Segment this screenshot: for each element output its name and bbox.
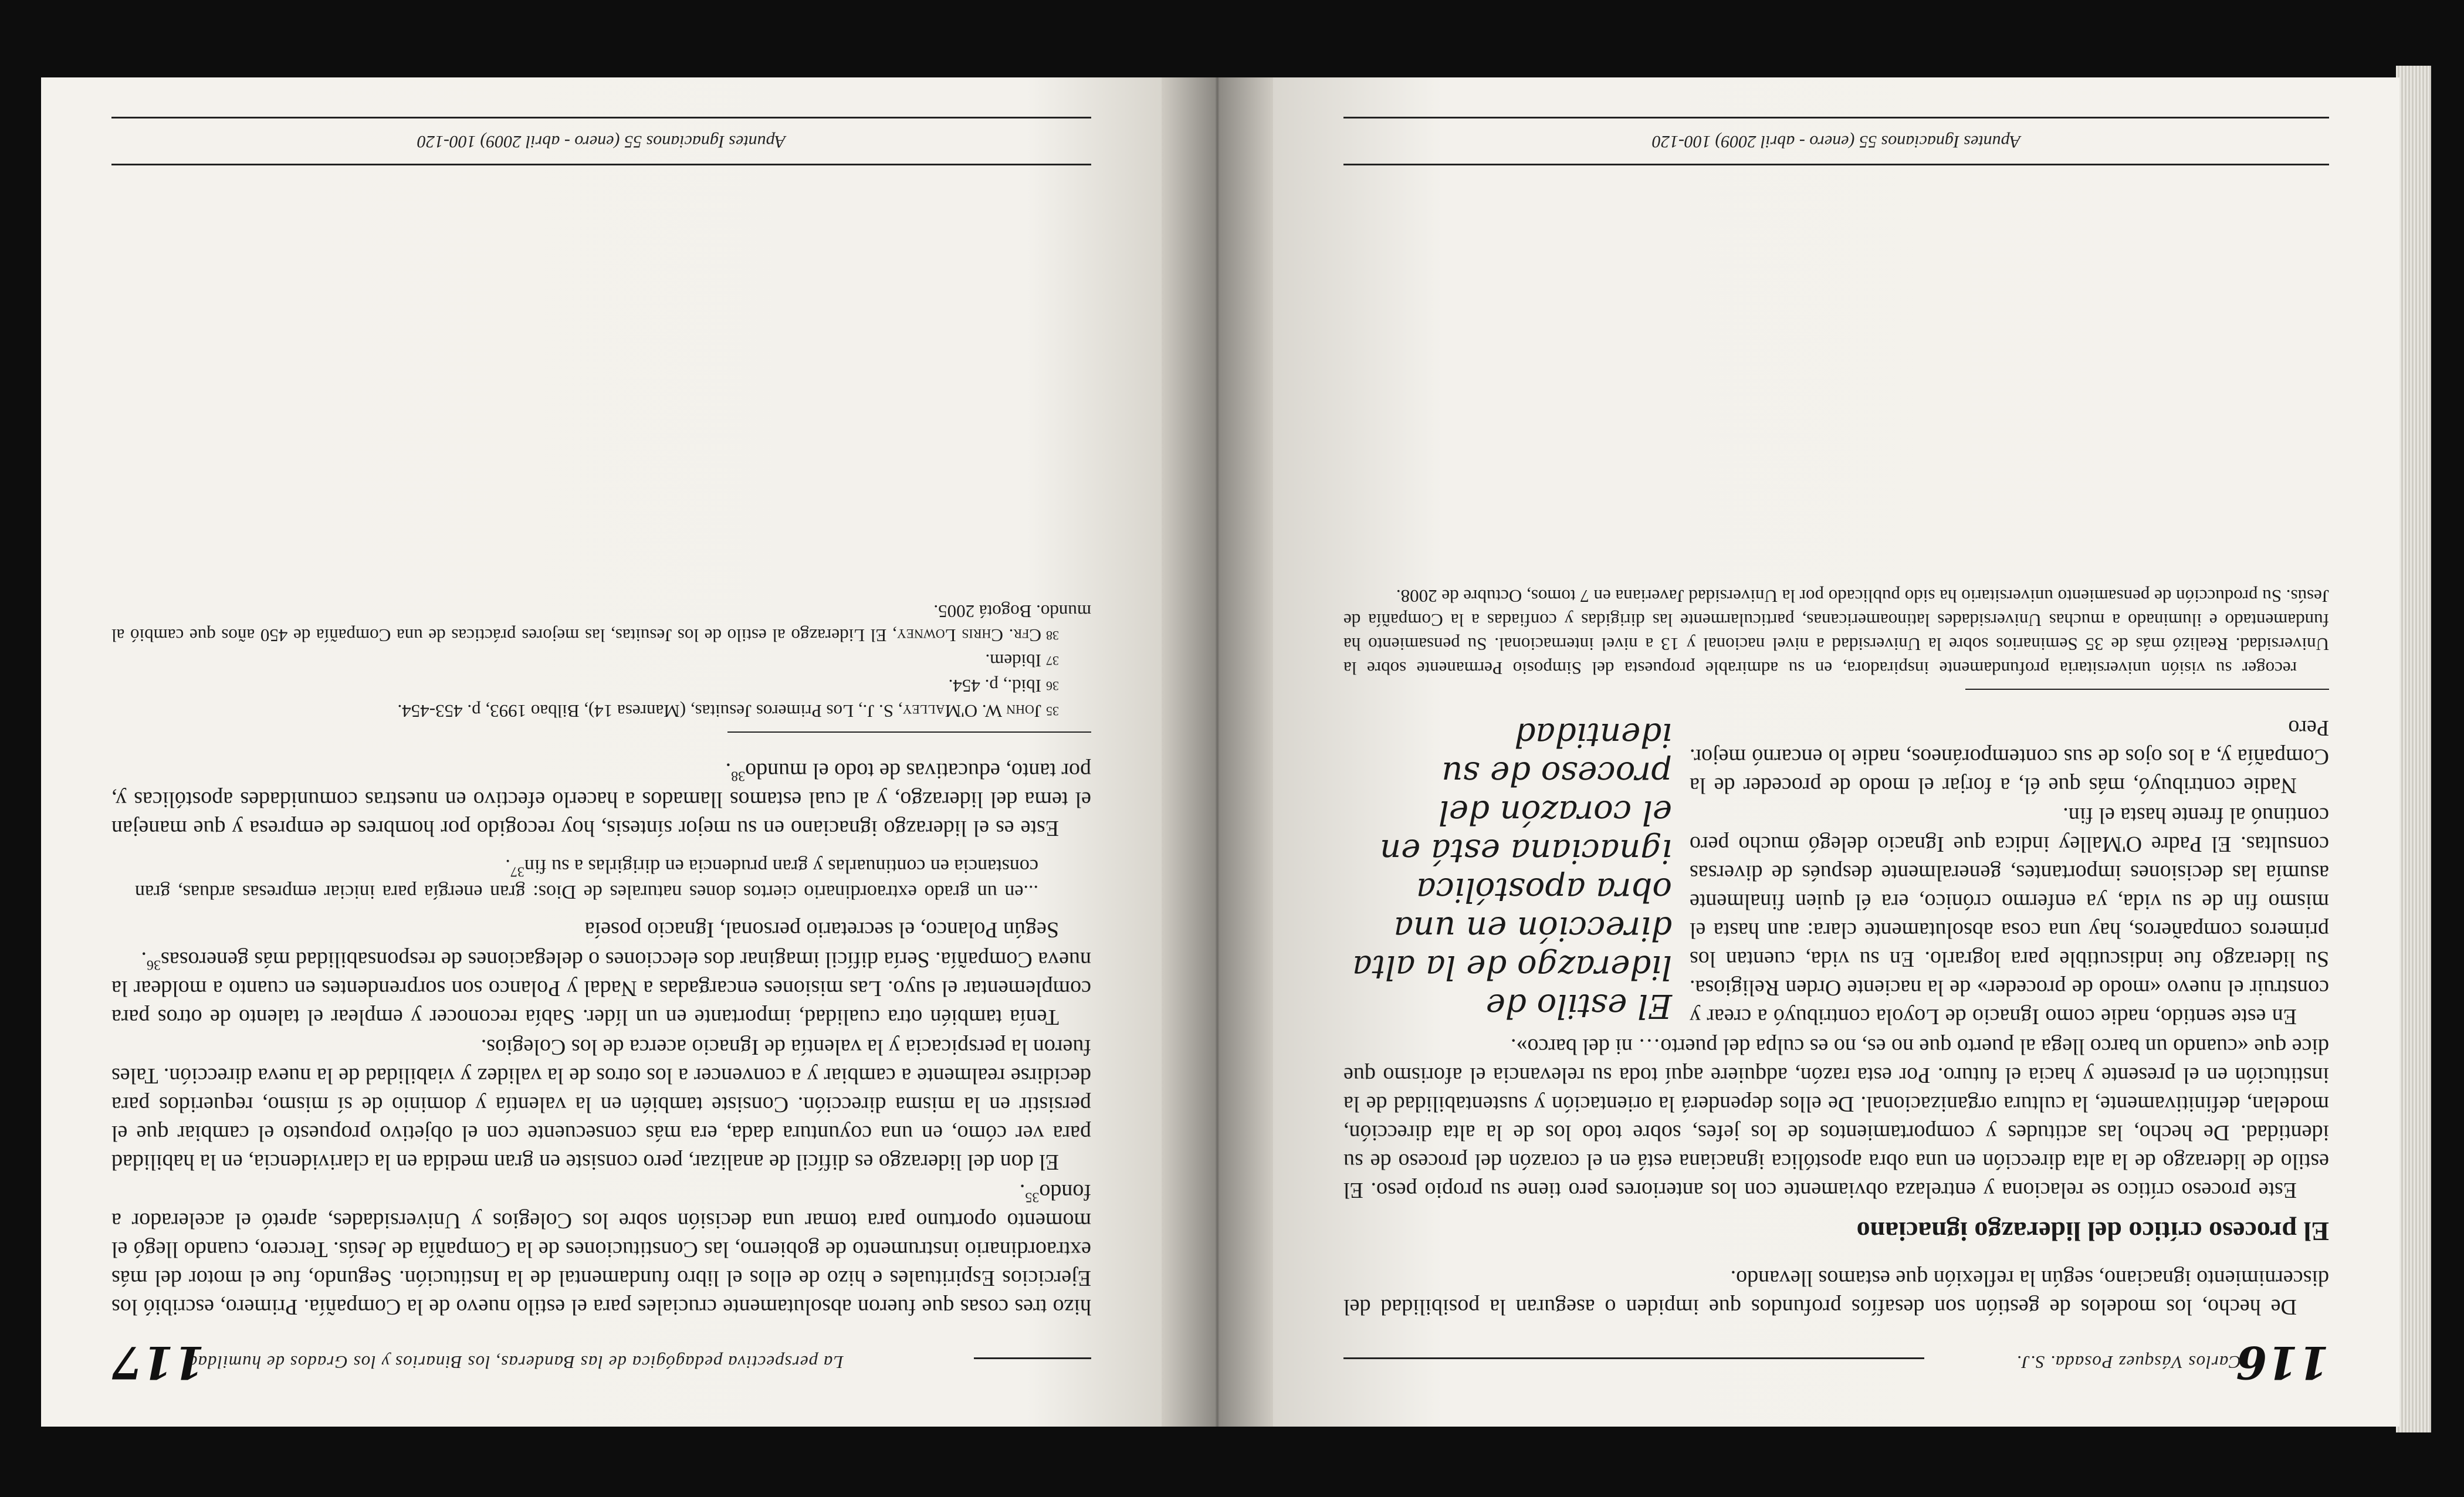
footnote: $^{38}$Cfr. Chris Lowney, El Liderazgo al estilo de los Jesuitas, las mejores prácticas de una Compañía de 450 años que cambió al mundo. Bogotá 2005. <box>111 601 1091 646</box>
header-rule <box>974 1357 1091 1359</box>
footer-rule <box>1343 164 2329 165</box>
page-number: 117 <box>111 1336 205 1388</box>
paragraph: Según Polanco, el secretario personal, Ignacio poseía <box>584 917 1059 942</box>
paragraph: hizo tres cosas que fueron absolutamente cruciales para el estilo nuevo de la Compañía. Primero, escribió los Ejercicios Espirituales e hizo de ellos el libro fundamental de la Institución. Segundo, fue el motor del más extraordinario instrumento de gobierno, las Constituciones de la Compañía de Jesús. Tercero, cuando llegó el momento oportuno para tomar una decisión sobre los Colegios y Universidades, apretó el acelerador a fondo$^{35}$. <box>111 1180 1091 1319</box>
header-rule <box>1343 1357 1924 1359</box>
journal-citation: Apuntes Ignacianos 55 (enero - abril 2009) 100-120 <box>1652 132 2020 151</box>
footnote-rule <box>1965 689 2329 690</box>
paragraph: Tenía también otra cualidad, importante en un líder. Sabía reconocer y emplear el talento de otros para complementar el suyo. Las misiones encargadas a Nadal y Polanco son sorprendentes en cuanto a moldear la nueva Compañía. Sería difícil imaginar dos elecciones o delegaciones de responsabilidad más generosas$^{36}$. <box>111 947 1091 1029</box>
left-page <box>1273 77 2399 1427</box>
paragraph: El don del liderazgo es difícil de analizar, pero consiste en gran medida en la clarividencia, en la habilidad para ver cómo, en una coyuntura dada, era más consecuente con el objetivo propuesto el cambiar que el persistir en la misma dirección. Consiste también en la valentía y dominio de sí mismo, requeridos para decidirse realmente a cambiar y a convencer a los otros de la validez y viabilidad de la nueva dirección. Tales fueron la perspicacia y la valentía de Ignacio acerca de los Colegios. <box>111 1035 1091 1174</box>
page-footer <box>1343 118 2329 165</box>
paragraph: De hecho, los modelos de gestión son desafíos profundos que impiden o aseguran la posibilidad del discernimiento ignaciano, según la reflexión que estamos llevando. <box>1343 1266 2329 1319</box>
block-quote <box>135 853 1038 905</box>
journal-citation: Apuntes Ignacianos 55 (enero - abril 2009) 100-120 <box>417 132 786 151</box>
page-edges <box>2396 66 2431 1432</box>
author-line: Carlos Vásquez Posada. S.J. <box>2016 1352 2241 1373</box>
quote-body: ...en un grado extraordinario ciertos dones naturales de Dios: gran energía para iniciar empresas arduas, gran constancia en continuarlas y gran prudencia en dirigirlas a su fin <box>135 855 1038 903</box>
paragraph-text: hizo tres cosas que fueron absolutamente cruciales para el estilo nuevo de la Compañía. Primero, escribió los Ejercicios Espirituales e hizo de ellos el libro fundamental de la Institución. Segundo, fue el motor del más extraordinario instrumento de gobierno, las Constituciones de la Compañía de Jesús. Tercero, cuando llegó el momento oportuno para tomar una decisión sobre los Colegios y Universidades, apretó el acelerador a fondo <box>111 1180 1091 1319</box>
footnote-ref: 36 <box>147 957 161 973</box>
running-head <box>111 1336 1091 1388</box>
right-page <box>41 77 1162 1427</box>
page-body <box>111 598 1091 1321</box>
footnote-ref: 37 <box>510 863 524 879</box>
footnote: $^{37}$Ibidem. <box>985 651 1059 671</box>
pull-quote: El estilo de liderazgo de la alta dirección en una obra apostólica ignaciana está en el corazón del proceso de su identidad <box>1352 716 1672 1025</box>
footnote: recoger su visión universitaria profundamente inspiradora, en su admirable propuesta del Simposio Permanente sobre la Universidad. Realizó más de 35 Seminarios sobre la Universidad a nivel nacional y 13 a nivel internacional. Su pensamiento ha fundamentado e iluminado a muchas Universidades latinoamericanas, particularmente las dirigidas y confiadas a la Compañía de Jesús. Su producción de pensamiento universitario ha sido publicado por la Universidad Javeriana en 7 tomos, Octubre de 2008. <box>1343 586 2329 679</box>
footnote-ref: 38 <box>731 768 746 784</box>
page-number: 116 <box>2236 1336 2329 1388</box>
footer-rule <box>111 164 1091 165</box>
section-heading: El proceso crítico del liderazgo ignaciano <box>1856 1217 2329 1247</box>
book-gutter <box>1162 77 1273 1427</box>
quote-text: ...en un grado extraordinario ciertos dones naturales de Dios: gran energía para iniciar empresas arduas, gran constancia en continuarlas y gran prudencia en dirigirlas a su fin$^{37}$. <box>135 855 1038 903</box>
page-body <box>1343 583 2329 1321</box>
footnote-ref: 35 <box>1025 1189 1040 1205</box>
footnote: $^{35}$John W. O'Malley, S. J., Los Primeros Jesuitas, (Manresa 14), Bilbao 1993, p. 453-454. <box>397 701 1059 722</box>
paragraph-text: Tenía también otra cualidad, importante en un líder. Sabía reconocer y emplear el talento de otros para complementar el suyo. Las misiones encargadas a Nadal y Polanco son sorprendentes en cuanto a moldear la nueva Compañía. Sería difícil imaginar dos elecciones o delegaciones de responsabilidad más generosas <box>111 947 1091 1029</box>
footnote-author: Cfr. Chris Lowney <box>896 625 1041 646</box>
paragraph: Nadie contribuyó, más que él, a forjar el modo de proceder de la Compañía y, a los ojos de sus contemporáneos, nadie lo encarnó mejor. Pero <box>1690 716 2329 798</box>
paragraph: Este es el liderazgo ignaciano en su mejor síntesis, hoy recogido por hombres de empresa y que manejan el tema del liderazgo, y al cual estamos llamados a hacerlo efectivo en nuestras comunidades apostólicas y, por tanto, educativas de todo el mundo$^{38}$. <box>111 758 1091 841</box>
footer-rule <box>1343 117 2329 118</box>
footer-rule <box>111 117 1091 118</box>
footnote-author: John W. O'Malley <box>902 701 1041 722</box>
footnote-rule <box>727 731 1091 733</box>
paragraph-text: Este es el liderazgo ignaciano en su mejor síntesis, hoy recogido por hombres de empresa y que manejan el tema del liderazgo, y al cual estamos llamados a hacerlo efectivo en nuestras comunidades apostólicas y, por tanto, educativas de todo el mundo <box>111 758 1091 841</box>
page-footer <box>111 118 1091 165</box>
title-line: La perspectiva pedagógica de las Banderas, los Binarios y los Grados de humildad <box>188 1352 844 1373</box>
footnote: $^{36}$Ibid., p. 454. <box>948 676 1059 696</box>
paragraph: En este sentido, nadie como Ignacio de Loyola contribuyó a crear y construir el nuevo «modo de proceder» de la naciente Orden Religiosa. Su liderazgo fue indiscutible para lograrlo. En su vida, cuentan los primeros compañeros, hay una cosa absolutamente clara: aun hasta el mismo fin de su vida, ya enfermo crónico, era él quien finalmente asumía las decisiones importantes, generalmente después de diversas consultas. El Padre O'Malley indica que Ignacio delegó mucho pero continuó al frente hasta el fin. <box>1690 803 2329 1029</box>
paragraph: Este proceso crítico se relaciona y entrelaza obviamente con los anteriores pero tiene su propio peso. El estilo de liderazgo de la alta dirección en una obra apostólica ignaciana está en el corazón del proceso de su identidad. De hecho, las actitudes y comportamientos de los jefes, sobre todo los de la alta dirección, modelan, definitivamente, la cultura organizacional. De ellos dependerá la orientación y sustentabilidad de la institución en el presente y hacia el futuro. Por esta razón, adquiere aquí toda su relevancia el aforismo que dice que «cuando un barco llega al puerto que no es, no es culpa del puerto… ni del barco». <box>1343 1034 2329 1203</box>
running-head <box>1343 1336 2329 1388</box>
